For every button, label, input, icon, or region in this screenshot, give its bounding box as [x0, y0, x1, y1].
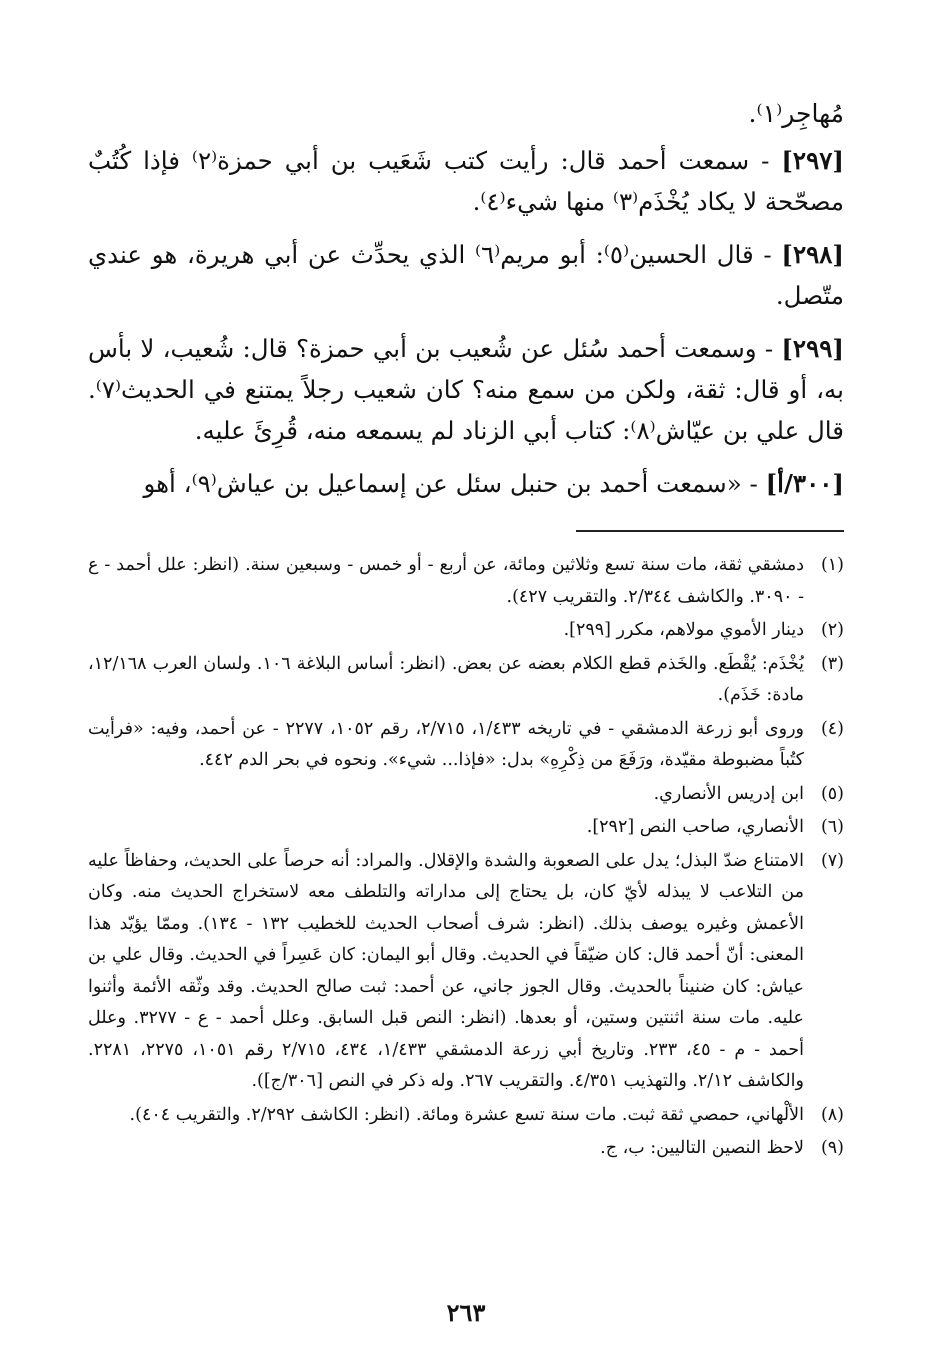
footnote-3: [88, 649, 844, 712]
opening-line: مُهاجِر⁽١⁾.: [748, 99, 844, 128]
paragraph-text: - «سمعت أحمد بن حنبل سئل عن إسماعيل بن عياش⁽٩⁾، أهو: [143, 469, 766, 498]
footnote-number: (٨): [820, 1104, 844, 1125]
footnote-text: دمشقي ثقة، مات سنة تسع وثلاثين ومائة، عن أربع - أو خمس - وسبعين سنة. (انظر: علل أحمد - ع - ٣٠٩٠. والكاشف ٢/٣٤٤. والتقريب ٤٢٧).: [88, 555, 804, 607]
footnote-text: الأنصاري، صاحب النص [٢٩٢].: [586, 817, 804, 837]
footnote-number: (٦): [820, 817, 844, 837]
footnote-text: ابن إدريس الأنصاري.: [653, 783, 804, 804]
footnote-2: [88, 615, 844, 647]
footnote-number: (٧): [820, 850, 844, 871]
paragraph-text: - قال الحسين⁽٥⁾: أبو مريم⁽٦⁾ الذي يحدِّث عن أبي هريرة، هو عندي متّصل.: [88, 240, 844, 310]
paragraph-number: [٢٩٨]: [781, 240, 845, 269]
paragraph-298: [88, 234, 844, 316]
footnote-text: دينار الأموي مولاهم، مكرر [٢٩٩].: [563, 620, 804, 640]
main-text: [88, 92, 844, 504]
footnote-number: (١): [820, 555, 844, 575]
footnote-number: (٥): [820, 783, 844, 804]
footnote-text: يُخْذَم: يُقْطَع. والخَذم قطع الكلام بعضه عن بعض. (انظر: أساس البلاغة ١٠٦. ولسان العرب ١٢/١٦٨، مادة: خَذَم).: [88, 653, 804, 705]
page-number: ٢٦٣: [446, 1298, 486, 1327]
footnote-6: [88, 812, 844, 844]
footnote-text: لاحظ النصين التاليين: ب، ج.: [600, 1138, 804, 1158]
paragraph-299: [88, 328, 844, 451]
footnote-text: وروى أبو زرعة الدمشقي - في تاريخه ١/٤٣٣، ٢/٧١٥، رقم ١٠٥٢، ٢٢٧٧ - عن أحمد، وفيه: «فرأيت كتُباً مضبوطة مقيّدة، ورَفَعَ من ذِكْرِهِ» بدل: «فإذا... شيء». ونحوه في بحر الدم ٤٤٢.: [88, 718, 804, 770]
paragraph-text: - وسمعت أحمد سُئل عن شُعيب بن أبي حمزة؟ قال: شُعيب، لا بأس به، أو قال: ثقة، ولكن من سمع منه؟ كان شعيب رجلاً يمتنع في الحديث⁽٧⁾. قال علي بن عيّاش⁽٨⁾: كتاب أبي الزناد لم يسمعه منه، قُرِئَ عليه.: [88, 334, 844, 445]
paragraph-number: [٢٩٩]: [781, 334, 844, 363]
footnote-separator: [576, 530, 844, 532]
footnote-number: (٩): [820, 1138, 844, 1158]
footnote-number: (٤): [820, 718, 844, 739]
footnote-9: [88, 1133, 844, 1165]
footnote-1: [88, 550, 844, 613]
footnote-text: الامتناع ضدّ البذل؛ يدل على الصعوبة والشدة والإقلال. والمراد: أنه حرصاً على الحديث، وحفاظاً عليه من التلاعب لا يبذله لأيّ كان، بل يحتاج إلى مداراته والتلطف معه لاستخراج الحديث منه. وكان الأعمش وغيره يوصف بذلك. (انظر: شرف أصحاب الحديث للخطيب ١٣٢ - ١٣٤). وممّا يؤيّد هذا المعنى: أنّ أحمد قال: كان ضيّقاً في الحديث. وقال أبو اليمان: كان عَسِراً في الحديث. وقال علي بن عياش: كان ضنيناً بالحديث. وقال الجوز جاني، عن أحمد: ثبت صالح الحديث. وقد وثّقه الأئمة وأثنوا عليه. مات سنة اثنتين وستين، أو بعدها. (انظر: النص قبل السابق. وعلل أحمد - ع - ٣٢٧٧. وعلل أحمد - م - ٤٥، ٢٣٣. وتاريخ أبي زرعة الدمشقي ١/٤٣٣، ٤٣٤، ٢/٧١٥ رقم ١٠٥١، ٢٢٧٥، ٢٢٨١. والكاشف ٢/١٢. والتهذيب ٤/٣٥١. والتقريب ٢٦٧. وله ذكر في النص [٣٠٦/ج]).: [88, 850, 804, 1091]
paragraph-number: [٣٠٠/أ]: [765, 469, 844, 498]
paragraph-300a: [88, 463, 844, 504]
footnotes: [88, 550, 844, 1165]
paragraph-297: [88, 140, 844, 222]
paragraph-text: - سمعت أحمد قال: رأيت كتب شَعَيب بن أبي حمزة⁽٢⁾ فإذا كُتُبٌ مصحّحة لا يكاد يُخْذَم⁽٣⁾ منها شيء⁽٤⁾.: [88, 146, 844, 216]
footnote-5: [88, 779, 844, 811]
footnote-7: [88, 846, 844, 1098]
footnote-number: (٣): [820, 653, 844, 674]
footnote-4: [88, 714, 844, 777]
paragraph-number: [٢٩٧]: [781, 146, 844, 175]
footnote-number: (٢): [820, 620, 844, 640]
footnote-8: [88, 1100, 844, 1132]
footnote-text: الألْهاني، حمصي ثقة ثبت. مات سنة تسع عشرة ومائة. (انظر: الكاشف ٢/٢٩٢. والتقريب ٤٠٤).: [129, 1104, 804, 1125]
